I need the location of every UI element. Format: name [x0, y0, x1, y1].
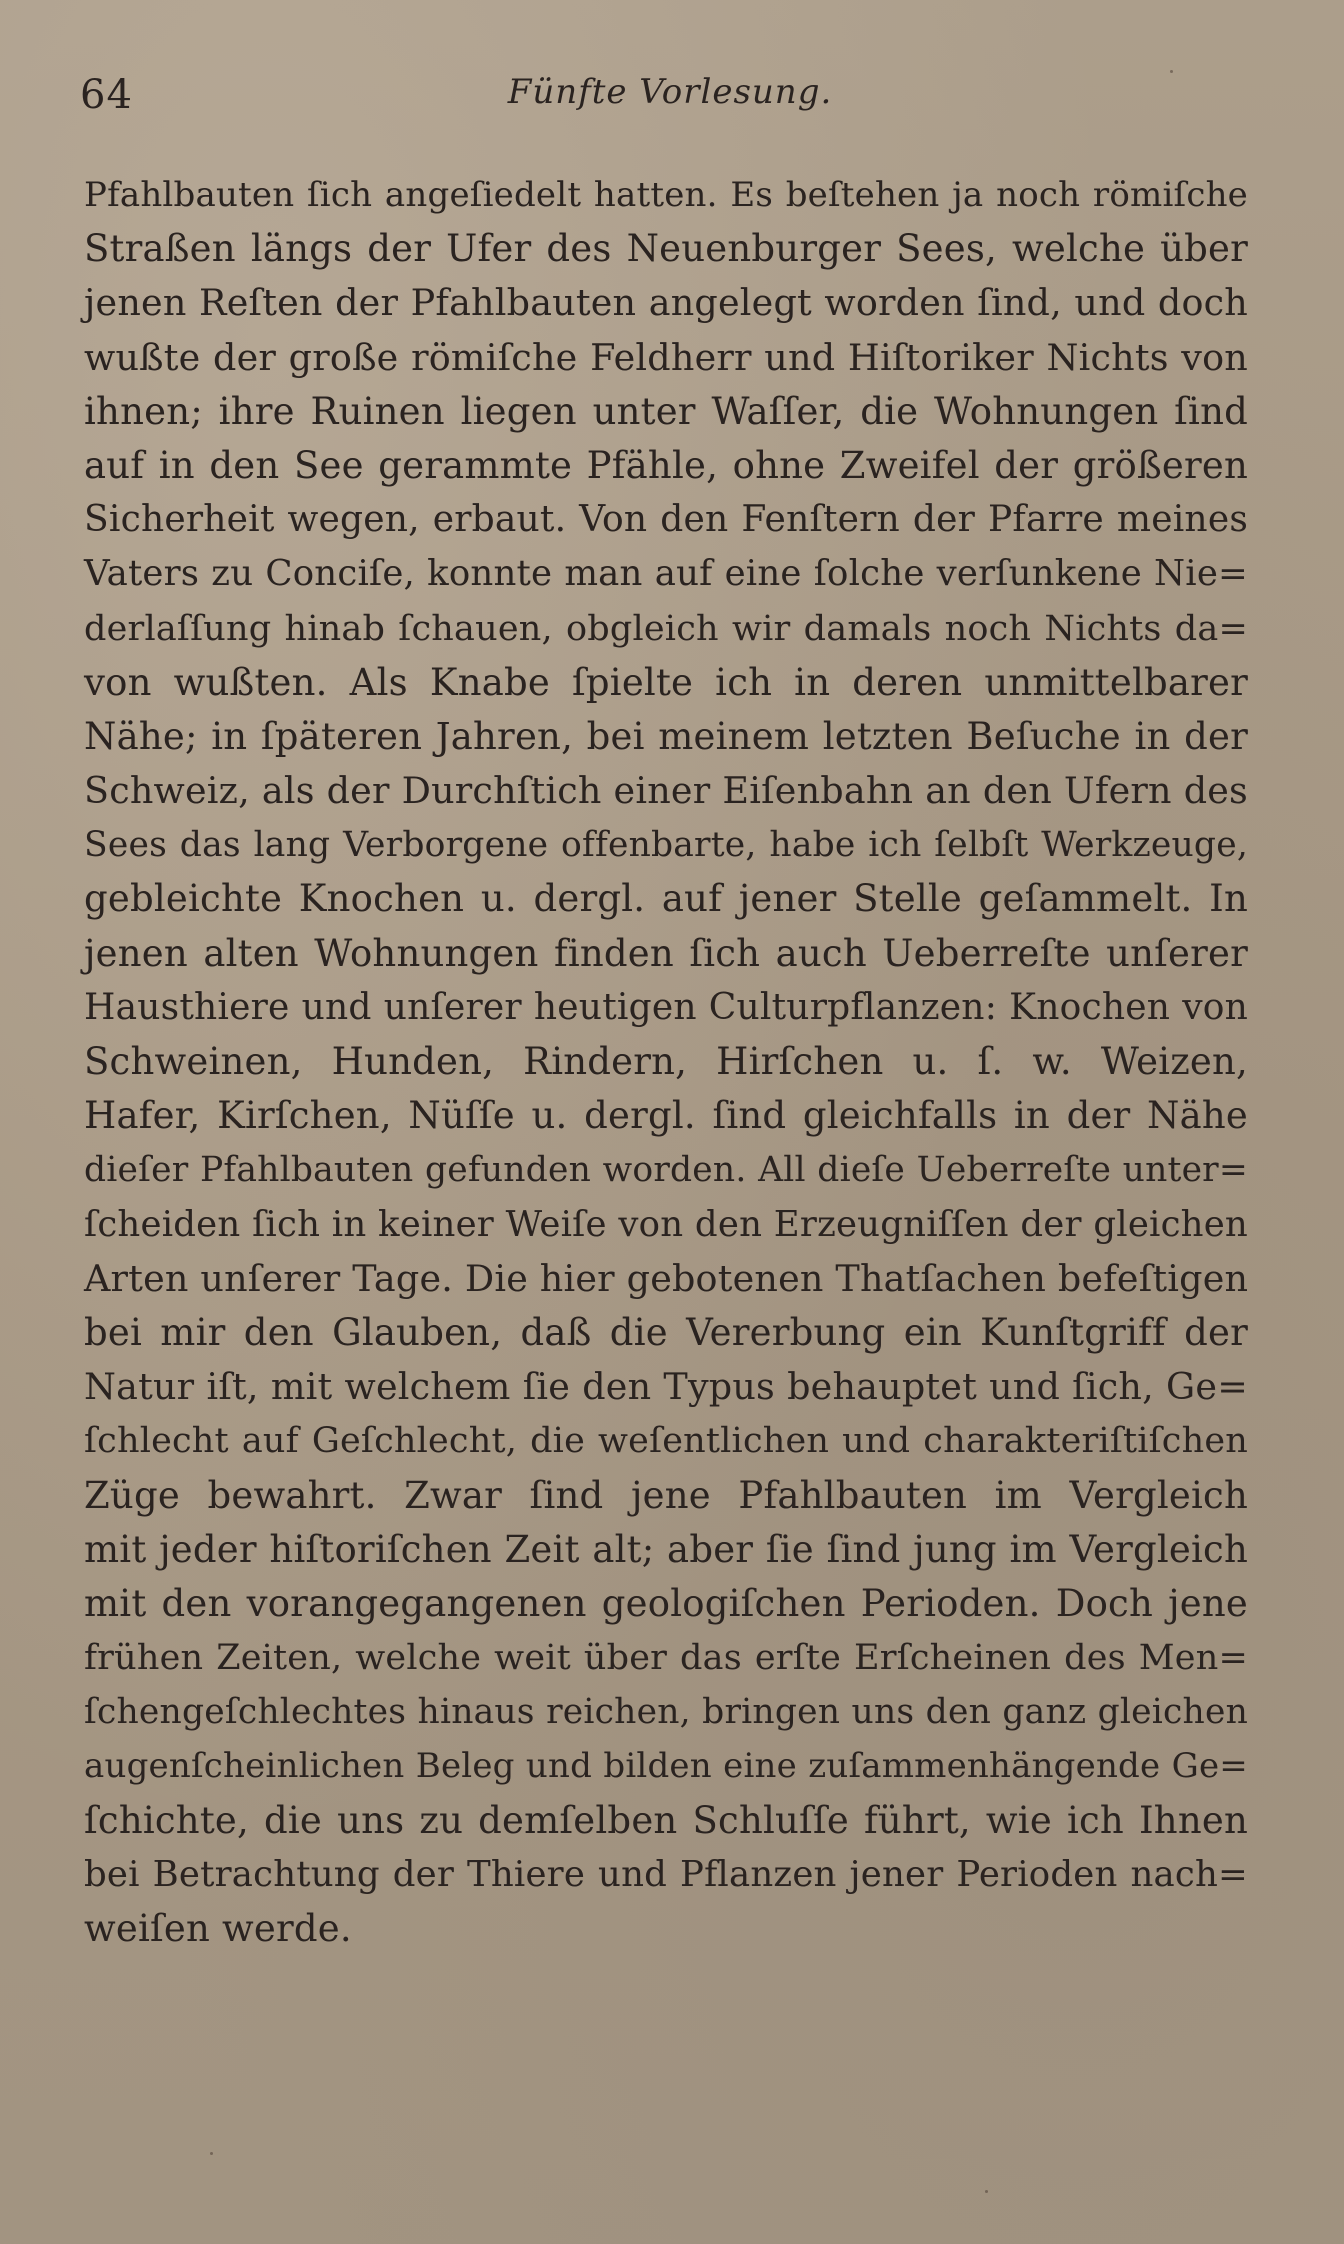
- text-line: ſchlecht auf Geſchlecht, die weſentlichen und charakteriſtiſchen: [84, 1421, 1248, 1462]
- text-line: gebleichte Knochen u. dergl. auf jener Stelle geſammelt. In: [84, 877, 1248, 921]
- text-line: mit jeder hiſtoriſchen Zeit alt; aber ſie ſind jung im Vergleich: [84, 1527, 1248, 1571]
- text-line: ſchichte, die uns zu demſelben Schluſſe führt, wie ich Ihnen: [84, 1798, 1248, 1842]
- text-line: von wußten. Als Knabe ſpielte ich in deren unmittelbarer: [84, 660, 1248, 704]
- text-line: dieſer Pfahlbauten gefunden worden. All dieſe Ueberreſte unter=: [84, 1150, 1248, 1191]
- text-line: Züge bewahrt. Zwar ſind jene Pfahlbauten im Vergleich: [84, 1473, 1248, 1517]
- text-line: Vaters zu Conciſe, konnte man auf eine ſolche verſunkene Nie=: [84, 553, 1248, 595]
- text-line: ihnen; ihre Ruinen liegen unter Waſſer, die Wohnungen ſind: [84, 389, 1248, 433]
- text-line: Sees das lang Verborgene offenbarte, habe ich ſelbſt Werkzeuge,: [84, 825, 1248, 866]
- text-line: Natur iſt, mit welchem ſie den Typus behauptet und ſich, Ge=: [84, 1365, 1248, 1409]
- text-line: wußte der große römiſche Feldherr und Hiſtoriker Nichts von: [84, 335, 1248, 379]
- text-line: auf in den See gerammte Pfähle, ohne Zweifel der größeren: [84, 443, 1248, 487]
- text-line: Schweiz, als der Durchſtich einer Eiſenbahn an den Ufern des: [84, 769, 1248, 813]
- text-line: Hausthiere und unſerer heutigen Culturpflanzen: Knochen von: [84, 986, 1248, 1028]
- text-line: ſcheiden ſich in keiner Weiſe von den Erzeugniſſen der gleichen: [84, 1203, 1248, 1245]
- text-line: Pfahlbauten ſich angeſiedelt hatten. Es beſtehen ja noch römiſche: [84, 175, 1248, 215]
- page-number: 64: [80, 72, 133, 118]
- text-line: Straßen längs der Ufer des Neuenburger Sees, welche über: [84, 227, 1248, 271]
- text-line: Sicherheit wegen, erbaut. Von den Fenſtern der Pfarre meines: [84, 499, 1248, 541]
- page-header: [80, 72, 1260, 132]
- text-line: bei Betrachtung der Thiere und Pflanzen jener Perioden nach=: [84, 1853, 1248, 1895]
- text-line: jenen Reſten der Pfahlbauten angelegt worden ſind, und doch: [84, 281, 1248, 325]
- running-head: Fünfte Vorlesung.: [507, 72, 833, 112]
- paper-speck: [985, 2190, 988, 2193]
- text-line: Arten unſerer Tage. Die hier gebotenen Thatſachen befeſtigen: [84, 1256, 1249, 1300]
- text-line-last: weiſen werde.: [84, 1907, 352, 1950]
- text-line: Hafer, Kirſchen, Nüſſe u. dergl. ſind gleichfalls in der Nähe: [84, 1094, 1248, 1138]
- text-line: frühen Zeiten, welche weit über das erſte Erſcheinen des Men=: [84, 1638, 1248, 1679]
- text-line: mit den vorangegangenen geologiſchen Perioden. Doch jene: [84, 1581, 1248, 1625]
- paper-speck: [210, 2152, 213, 2155]
- text-line: bei mir den Glauben, daß die Vererbung ein Kunſtgriff der: [84, 1310, 1248, 1354]
- text-line: jenen alten Wohnungen finden ſich auch Ueberreſte unſerer: [84, 931, 1248, 975]
- body-text: [84, 168, 1248, 1956]
- text-line: augenſcheinlichen Beleg und bilden eine zuſammenhängende Ge=: [84, 1746, 1248, 1787]
- text-line: Nähe; in ſpäteren Jahren, bei meinem letzten Beſuche in der: [84, 714, 1248, 758]
- paper-speck: [1170, 70, 1173, 73]
- text-line: Schweinen, Hunden, Rindern, Hirſchen u. ſ. w. Weizen,: [84, 1040, 1248, 1083]
- text-line: ſchengeſchlechtes hinaus reichen, bringen uns den ganz gleichen: [84, 1692, 1248, 1733]
- text-line: derlaſſung hinab ſchauen, obgleich wir damals noch Nichts da=: [84, 608, 1248, 649]
